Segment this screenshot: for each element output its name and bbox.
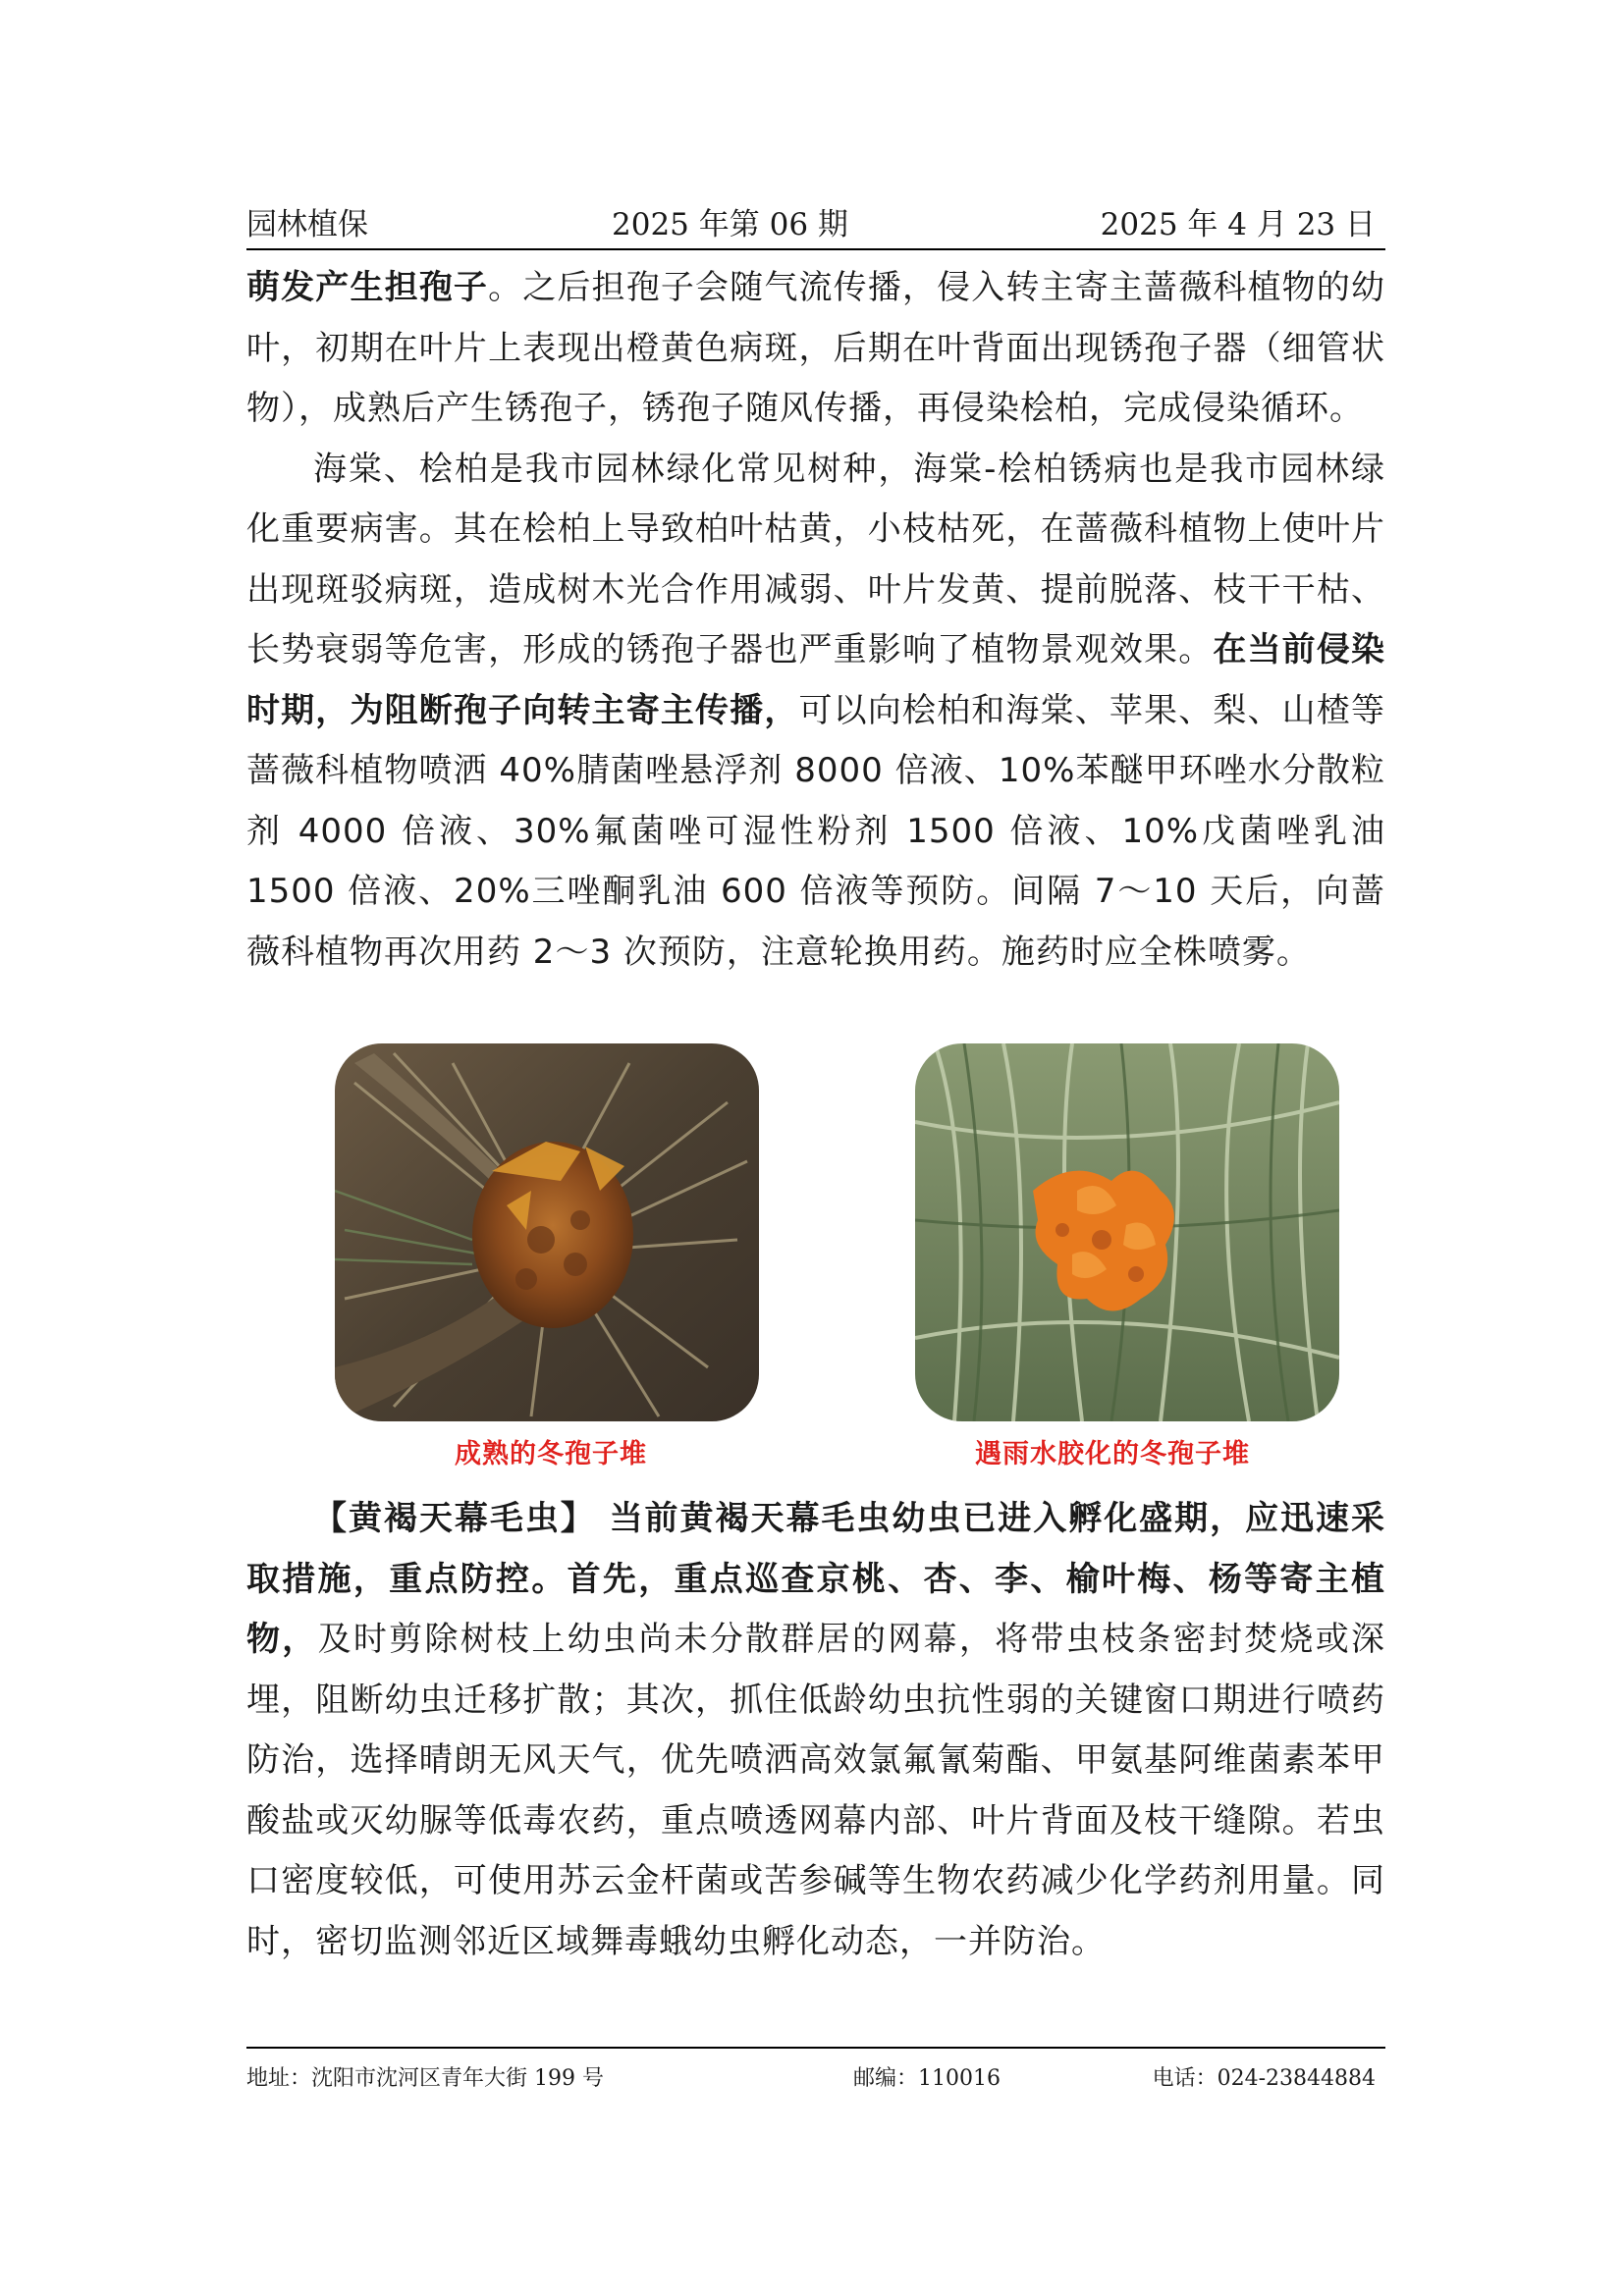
bold-emphasis: 【黄褐天幕毛虫】 当前黄褐天幕毛虫幼虫已进入孵化盛期，应迅速采取措施，重点防控。首先，重点巡查京桃、杏、李、榆叶梅、杨等寄主植物， [246,1499,1385,1659]
header-issue: 2025 年第 06 期 [612,207,848,242]
figure-caption: 成熟的冬孢子堆 [455,1439,647,1469]
paragraph-infection-cycle [246,258,1385,440]
footer-postcode: 邮编：110016 [853,2066,1001,2091]
paragraph-text-continued: 可以向桧柏和海棠、苹果、梨、山楂等蔷薇科植物喷洒 40%腈菌唑悬浮剂 8000 倍液、10%苯醚甲环唑水分散粒剂 4000 倍液、30%氟菌唑可湿性粉剂 1500 倍液、10%戊菌唑乳油 1500 倍液、20%三唑酮乳油 600 倍液等预防。间隔 7～10 天后，向蔷薇科植物再次用药 2～3 次预防，注意轮换用药。施药时应全株喷雾。 [246,690,1385,972]
header-section-name: 园林植保 [246,207,368,242]
photo-mature-telia-image [335,1043,759,1421]
article-block-2 [246,1489,1385,1972]
photo-gelatinized-telia-image [915,1043,1339,1421]
footer-phone: 电话：024-23844884 [1152,2066,1376,2091]
photo-gelatinized-telia [915,1043,1339,1421]
page-footer [246,2059,1385,2099]
bold-emphasis: 在当前侵染时期，为阻断孢子向转主寄主传播， [246,630,1385,730]
article-block-1 [246,258,1385,983]
footer-divider [246,2047,1385,2049]
footer-address: 地址：沈阳市沈河区青年大街 199 号 [246,2066,604,2091]
paragraph-text: 及时剪除树枝上幼虫尚未分散群居的网幕，将带虫枝条密封焚烧或深埋，阻断幼虫迁移扩散；其次，抓住低龄幼虫抗性弱的关键窗口期进行喷药防治，选择晴朗无风天气，优先喷洒高效氯氟氰菊酯、甲氨基阿维菌素苯甲酸盐或灭幼脲等低毒农药，重点喷透网幕内部、叶片背面及枝干缝隙。若虫口密度较低，可使用苏云金杆菌或苦参碱等生物农药减少化学药剂用量。同时，密切监测邻近区域舞毒蛾幼虫孵化动态，一并防治。 [246,1620,1386,1961]
photo-mature-telia [335,1043,759,1421]
bold-lead: 萌发产生担孢子 [246,268,489,307]
header-date: 2025 年 4 月 23 日 [1100,207,1376,242]
paragraph-rust-control [246,440,1385,984]
paragraph-text: 海棠、桧柏是我市园林绿化常见树种，海棠-桧柏锈病也是我市园林绿化重要病害。其在桧柏上导致柏叶枯黄，小枝枯死，在蔷薇科植物上使叶片出现斑驳病斑，造成树木光合作用减弱、叶片发黄、提前脱落、枝干干枯、长势衰弱等危害，形成的锈孢子器也严重影响了植物景观效果。 [246,449,1385,669]
paragraph-tent-caterpillar [246,1489,1385,1972]
figure-caption: 遇雨水胶化的冬孢子堆 [975,1439,1250,1469]
page-header [246,201,1385,250]
paragraph-text: 。之后担孢子会随气流传播，侵入转主寄主蔷薇科植物的幼叶，初期在叶片上表现出橙黄色病斑，后期在叶背面出现锈孢子器（细管状物），成熟后产生锈孢子，锈孢子随风传播，再侵染桧柏，完成侵染循环。 [246,268,1385,428]
